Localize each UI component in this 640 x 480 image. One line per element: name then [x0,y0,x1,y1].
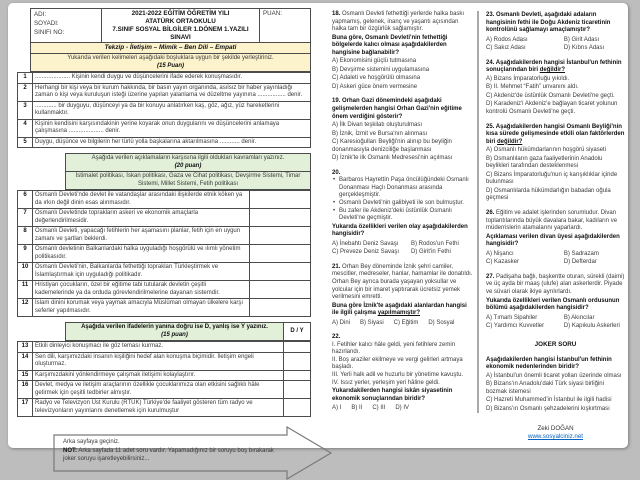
bullet-item: • Barbaros Hayrettin Paşa öncülüğündeki Osmanlı Donanması Haçlı Donanması arasında gerçekleşmiştir. [332,177,473,200]
options-grid [486,250,625,267]
row-number: 7 [18,209,33,227]
question-26 [486,210,625,267]
title-year: 2021-2022 EĞİTİM ÖĞRETİM YILI [131,10,230,17]
turn-page-note [53,426,333,480]
fill-points: (15 Puan) [156,62,184,69]
fill-instruction: Yukarıda verilen kelimeleri aşağıdaki boşluklara uygun bir şekilde yerleştiriniz. [67,55,274,62]
question-18 [332,11,473,91]
question-prompt: Buna göre İznik'te aşağıdaki alanlardan hangisi ile ilgili çalışma yapılmamıştır? [332,302,467,317]
row-text: Devlet, medya ve iletişim araçlarının özellikle çocuklarımıza olan etkisini sağlıklı hâle getirmek için çeşitli tedbirler almıştır. [33,381,284,399]
underlined-word: yapılmamıştır? [377,310,421,317]
row-text: Etkili dinleyici konuşmacı ile göz teması kurmaz. [33,342,284,353]
class-label: SINIFI NO: [34,28,65,36]
row-text: Osmanlı Devletinde toprakların askeri ve ekonomik amaçlarla değerlendirilmesidir. [33,209,250,227]
row-text: Kişinin kendisini karşısındakinin yerine koyarak onun duygularını ve düşüncelerini anlamaya çalışmasına ..................... denir. [33,119,311,137]
question-number: 19. [332,98,341,105]
row-text: Sen dili, karşımızdaki insanın kişiliğini hedef alan konuşma biçimidir. İletişim engeli oluşturmaz. [33,352,284,370]
question-prompt: 24. Aşağıdakilerden hangisi İstanbul'un fethinin sonuçlarından biri değildir? [486,59,622,74]
bullet-item: • Bu zafer ile Akdeniz'deki üstünlük Osmanlı Devleti'ne geçmiştir. [332,208,473,223]
dy-answer-cell [284,381,311,399]
joker-title: JOKER SORU [534,340,577,348]
option-b: B) II. Mehmet “Fatih” unvanını aldı. [486,84,579,91]
row-number: 6 [18,191,33,209]
left-column [17,8,311,480]
roman-item: IV. Issız yerler, yerleşim yeri hâline geldi. [332,379,440,386]
question-prompt: Buna göre, Osmanlı Devleti'nin fethettiği bölgelerde kalıcı olması aşağıdakilerden hangisine bağlanabilir? [332,34,448,56]
answer-cell [250,227,311,245]
word-bank-concepts: İstimalet politikası, İskan politikası, Gaza ve Cihat politikası, Devşirme Sistemi, Timar Sistemi, Millet Sistemi, Fetih politikası [66,172,311,190]
row-number: 10 [18,263,33,281]
option-c: C) Bizans İmparatorluğu'nun iç karışıklıklar içinde bulunması [486,171,618,186]
table-row [18,342,311,353]
roman-item: I. Fetihler kalıcı hâle geldi, yeni fetihlere zemin hazırlandı. [332,341,456,356]
option-a: A) İnebahtı Deniz Savaşı [332,240,399,247]
roman-item: II. Boş araziler ekilmeye ve vergi gelirleri artmaya başladı. [332,356,463,371]
concepts-section [17,153,311,317]
true-false-section [17,322,311,417]
question-prompt: Açıklaması verilen divan üyesi aşağıdakilerden hangisidir? [486,233,620,248]
question-prompt: Yukarıdakilerden hangisi iskân siyasetinin ekonomik sonuçlarından biridir? [332,388,453,402]
table-row [18,191,311,209]
option-c: C) Akdeniz'de üstünlük Osmanlı Devleti'ne geçti. [486,92,615,99]
option-a: A) Osmanlı hükümdarlarının hoşgörü siyaseti [486,147,607,154]
option-a: A) Tımarlı Sipahiler [486,314,538,321]
website-link[interactable]: www.sosyalciniz.net [527,433,584,441]
row-number: 16 [18,381,33,399]
score-cell: PUAN: [260,9,311,43]
row-text: Osmanlı Devleti, yapacağı fetihlerin her aşamasını planlar, fetih için en uygun zamanı ve şartları beklerdi. [33,227,250,245]
row-text: Osmanlı Devleti'nde devlet ile vatandaşlar arasındaki ilişkilerde etnik köken ya da ırkın değil dinin esas alınmasıdır. [33,191,250,209]
option-d: D) Kıbrıs Adası [563,45,605,52]
underlined-word: değildir? [497,138,523,145]
table-row [18,263,311,281]
concepts-instruction: Aşağıda verilen açıklamaların karşısına ilgili oldukları kavramları yazınız. [91,155,285,162]
answer-cell [250,245,311,263]
option-a: A) İlk Divan teşkilatı oluşturulması [332,122,423,129]
question-prompt: 23. Osmanlı Devleti, aşağıdaki adaların hangisinin fethi ile Doğu Akdeniz ticaretinin kontrolünü sağlamayı amaçlamıştır? [486,12,611,34]
table-row [18,73,311,84]
right-column [486,11,625,441]
option-a: A) Nişancı [486,250,514,257]
dy-column-header: D / Y [284,323,311,341]
author-name: Zeki DOĞAN [537,425,574,433]
true-false-table [17,341,311,417]
note-text [63,438,279,462]
question-stem: 18. Osmanlı Devleti fethettiği yerlerde halka baskı yapmamış, gelenek, inanç ve yaşantı açısından halka tam bir özgürlük sağlamıştır. [332,11,465,33]
option-b: B) Girit Adası [563,36,600,43]
column-divider [477,11,479,413]
surname-label: SOYADI: [34,19,59,27]
options-grid [332,240,473,257]
option-c: C) Adaleti ve hoşgörülü olmasına [332,75,421,82]
footer [486,425,625,441]
question-number: 20. [332,169,341,176]
row-number: 15 [18,370,33,381]
question-stem: 27. Padişaha bağlı, başkentte oturan, sürekli (daimi) ve üç ayda bir maaş (ulufe) alan askerlerdir. Piyade ve süvari olarak ikiye ayrılırlardı. [486,273,625,295]
row-number: 14 [18,352,33,370]
table-row [18,119,311,137]
question-number: 21. [332,263,341,270]
option-d: D) Defterdar [563,259,597,266]
row-number: 1 [18,73,33,84]
option-a: A) İstanbul'un önemli ticaret yolları üzerinde olması [486,372,622,379]
options-inline: A) I B) II C) III D) IV [332,405,410,412]
option-d: D) Karadeniz'i Akdeniz'e bağlayan ticaret yolunun kontrolü Osmanlı Devleti'ne geçti. [486,101,618,116]
question-24 [486,60,625,117]
option-b: B) Sadrazam [563,250,599,257]
note-line1: Arka sayfaya geçiniz. [63,439,120,446]
option-d: D) Girit'in Fethi [410,249,451,256]
true-false-points: (15 puan) [161,331,188,338]
middle-column [332,11,473,420]
question-number: 23. [486,12,495,18]
true-false-instruction-cell [66,323,284,341]
option-a: A) Bizans İmparatorluğu yıkıldı. [486,75,570,82]
question-prompt: Aşağıdakilerden hangisi İstanbul'un fethinin ekonomik nedenlerinden biridir? [486,356,612,371]
table-row [18,299,311,317]
option-d: D) Askeri güce önem vermesine [332,83,418,90]
question-22 [332,334,473,412]
answer-cell [250,281,311,299]
question-prompt: Yukarıda özellikleri verilen olay aşağıdakilerden hangisidir? [332,223,468,238]
option-c: C) Preveze Deniz Savaşı [332,249,400,256]
concepts-points: (20 puan) [174,162,202,169]
option-b: B) İznik, İzmit ve Bursa'nın alınması [332,130,428,137]
question-19 [332,98,473,162]
answer-cell [250,209,311,227]
question-prompt: 25. Aşağıdakilerden hangisi Osmanlı Beyliği'nin kısa sürede gelişmesinde etkili olan faktörlerden biri değildir? [486,123,625,145]
row-text: Herhangi bir kişi veya bir kurum hakkında, bir basın yayın organında, asılsız bir haber yayınladığı zaman o kişi veya kuruluşun isteği üzerine yapılan yalanlama ve düzeltme yayınına ................. denir. [33,83,311,101]
table-row [18,352,311,370]
table-row [18,370,311,381]
title-school: ATATÜRK ORTAOKULU [145,17,216,25]
table-row [18,83,311,101]
option-c: C) Kazasker [486,259,520,266]
true-false-header [65,322,311,341]
note-not-label: NOT: [63,447,77,454]
row-text: Radyo ve Televizyon Üst Kurulu (RTÜK) Türkiye'de faaliyet gösteren tüm radyo ve televizyonların yayınlarını denetlemek için kurulmuştur [33,399,284,417]
row-number: 9 [18,245,33,263]
row-number: 2 [18,83,33,101]
option-b: B) Devşirme sistemini uygulamasına [332,66,430,73]
title-exam: 7.SINIF SOSYAL BİLGİLER 1.DÖNEM 1.YAZILI SINAVI [112,25,249,41]
question-25 [486,124,625,203]
row-text: İslam dinini korumak veya yaymak amacıyla Müslüman olmayan ülkelere karşı seferler yapılmasıdır. [33,299,250,317]
row-text: Karşımızdakini yönlendirmeye çalışmak iletişimi kolaylaştırır. [33,370,284,381]
exam-title-cell [102,9,260,43]
table-row [18,399,311,417]
option-d: D) Osmanlılarda hükümdarlığın babadan oğula geçmesi [486,187,611,202]
table-row [18,381,311,399]
option-c: C) Hazreti Muhammed'in İstanbul ile ilgili hadisi [486,397,612,404]
options-grid [486,36,625,53]
answer-cell [250,263,311,281]
option-a: A) Ekonomisini güçlü tutmasına [332,58,417,65]
fill-table [17,72,311,148]
row-text: Duygu, düşünce ve bilgilerin her türlü yolla başkalarına aktarılmasına ............ denir. [33,137,311,148]
question-20 [332,170,473,257]
question-stem: 21. Orhan Bey döneminde İznik şehri camiler, mescitler, medreseler, hanlar, hamamlar ile donatıldı. Orhan Bey ayrıca burada yaşayan yoksullar ve yolcular için bir imaret yaptırarak ücretsiz yemek verilmesini emretti. [332,263,473,301]
option-b: B) Akıncılar [563,314,595,321]
question-prompt: 19. Orhan Gazi dönemindeki aşağıdaki gelişmelerden hangisi Orhan Gazi'nin eğitime önem verdiğini gösterir? [332,98,462,120]
exam-page [8,3,628,462]
option-b: B) Bizans'ın Anadolu'daki Türk siyasi birliğini bozmak istemesi [486,381,604,395]
row-number: 3 [18,101,33,119]
dy-answer-cell [284,352,311,370]
table-row [18,209,311,227]
row-number: 4 [18,119,33,137]
row-text: Osmanlı Devleti'nin, Balkanlarda fethettiği toprakları Türkleştirmek ve İslamlaştırmak için uyguladığı politikadır. [33,263,250,281]
table-row [18,281,311,299]
dy-answer-cell [284,342,311,353]
table-row [18,101,311,119]
roman-item: III. Yerli halk adil ve huzurlu bir yönetime kavuştu. [332,371,464,378]
fill-instruction-cell [31,54,311,72]
dy-answer-cell [284,399,311,417]
option-d: D) İznik'te ilk Osmanlı Medresesi'nin açılması [332,155,453,162]
question-stem: 26. Eğitim ve adalet işlerinden sorumludur. Divan toplantılarında büyük davalara bakar, kadıların ve müderrislerin atamalarını yaparlardı. [486,210,618,232]
row-number: 5 [18,137,33,148]
student-info-cell [31,9,102,43]
question-number: 24. [486,59,495,66]
question-27 [486,274,625,331]
options-grid [486,314,625,331]
row-number: 13 [18,342,33,353]
question-number: 18. [332,11,341,17]
row-number: 17 [18,399,33,417]
bullet-item: • Osmanlı Devleti'nin galibiyeti ile son bulmuştur. [332,200,473,208]
name-label: ADI: [34,11,47,18]
table-row [18,245,311,263]
joker-question [486,357,625,414]
underlined-word: değildir? [539,67,566,74]
question-number: 26. [486,210,495,217]
row-text: ..................... Kişinin kendi duygu ve düşüncelerini ifade ederek konuşmasıdır. [33,73,311,84]
concepts-header [65,153,311,190]
true-false-instruction: Aşağıda verilen ifadelerin yanına doğru ise D, yanlış ise Y yazınız. [81,324,268,331]
question-23 [486,12,625,53]
concepts-table [17,190,311,317]
option-c: C) Sakız Adası [486,45,526,52]
option-c: C) Karesioğulları Beyliği'nin alınıp bu beyliğin donanmasıyla denizciliğe başlanması [332,139,452,153]
answer-cell [250,299,311,317]
question-number: 22. [332,334,341,341]
row-number: 8 [18,227,33,245]
note-line2: NOT: Arka sayfada 11 adet soru vardır. Yapamadığınız bir soruyu boş bırakarak joker soruyu işaretleyebilirsiniz... [63,447,274,462]
concepts-instruction-cell [66,154,311,172]
table-row [18,137,311,148]
row-number: 12 [18,299,33,317]
row-text: Osmanlı devletinin Balkanlardaki halka uyguladığı hoşgörülü ve ılımlı yönetim politikasıdır. [33,245,250,263]
row-text: ............. bir duyguyu, düşünceyi ya da bir konuyu anlatırken kaş, göz, ağız, yüz hareketlerini kullanmaktır. [33,101,311,119]
row-number: 11 [18,281,33,299]
question-21 [332,264,473,327]
table-row [18,227,311,245]
row-text: Hristiyan çocukların, özel bir eğitime tabi tutularak devletin çeşitli kademelerinde ya da orduda görevlendirilmelerine dayanan sistemdir. [33,281,250,299]
question-number: 25. [486,123,495,130]
option-b: B) Rodos'un Fethi [410,240,459,247]
options-inline: A) Dini B) Siyasi C) Eğitim D) Sosyal [332,319,455,326]
option-b: B) Osmanlıların gaza faaliyetlerinin Anadolu beylikleri tarafından desteklenmesi [486,155,603,170]
answer-cell [250,191,311,209]
option-d: D) Bizans'ın Osmanlı şehzadelerini kışkırtması [486,405,610,412]
header-table [30,8,311,72]
option-c: C) Yardımcı Kuvvetler [486,323,545,330]
dy-answer-cell [284,370,311,381]
question-number: 27. [486,273,495,280]
option-d: D) Kapıkulu Askerleri [563,323,620,330]
option-a: A) Rodos Adası [486,36,528,43]
word-bank-fill: Tekzip - İletişim – Mimik – Ben Dili – Empati [31,43,311,54]
question-prompt: Yukarıda özellikleri verilen Osmanlı ordusunun bölümü aşağıdakilerden hangisidir? [486,297,620,312]
